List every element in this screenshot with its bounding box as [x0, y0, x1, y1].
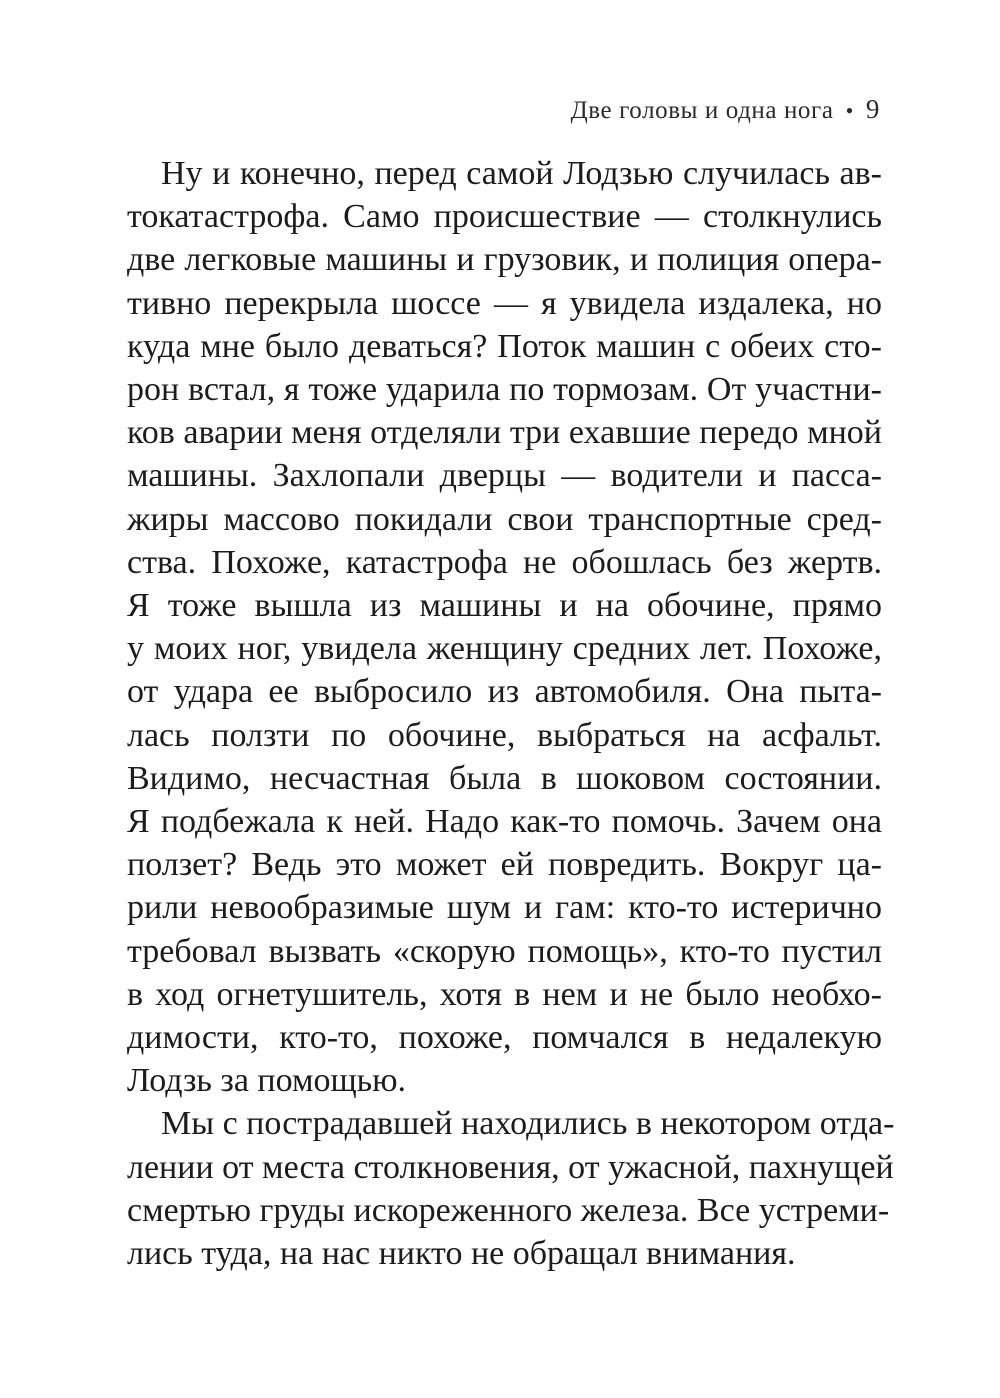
text-line: лись туда, на нас никто не обращал внимания. — [127, 1235, 796, 1273]
text-line: Ну и конечно, перед самой Лодзью случилась ав- — [161, 155, 882, 192]
text-line: лении от места столкновения, от ужасной, пахнущей — [127, 1148, 894, 1186]
text-line: Видимо, несчастная была в шоковом состоянии. — [127, 759, 882, 797]
text-line: димости, кто-то, похоже, помчался в недалекую — [127, 1019, 882, 1057]
running-head — [571, 94, 880, 125]
text-line: токатастрофа. Само происшествие — столкнулись — [127, 198, 882, 236]
text-line: в ход огнетушитель, хотя в нем и не было необхо- — [127, 975, 882, 1013]
text-line: требовал вызвать «скорую помощь», кто-то пустил — [127, 932, 882, 970]
text-block — [127, 152, 895, 1275]
text-line: от удара ее выбросило из автомобиля. Она пыта- — [127, 673, 882, 711]
text-line: у моих ног, увидела женщину средних лет. Похоже, — [127, 630, 882, 668]
text-line: рон встал, я тоже ударила по тормозам. От участни- — [127, 371, 882, 409]
page-number: 9 — [865, 94, 880, 124]
text-line: Я подбежала к ней. Надо как-то помочь. Зачем она — [127, 803, 882, 841]
text-line: лась ползти по обочине, выбраться на асфальт. — [127, 716, 882, 754]
text-line: жиры массово покидали свои транспортные сред- — [127, 500, 882, 538]
text-line: ползет? Ведь это может ей повредить. Вокруг ца- — [127, 846, 882, 884]
text-line: Я тоже вышла из машины и на обочине, прямо — [127, 587, 882, 625]
text-line: смертью груды искореженного железа. Все устреми- — [127, 1191, 890, 1229]
text-line: Лодзь за помощью. — [127, 1062, 407, 1100]
text-line: куда мне было деваться? Поток машин с обеих сто- — [127, 327, 882, 365]
text-line: две легковые машины и грузовик, и полиция опера- — [127, 241, 882, 279]
text-line: ства. Похоже, катастрофа не обошлась без жертв. — [127, 543, 882, 581]
bullet-separator: • — [845, 98, 854, 123]
text-line: Мы с пострадавшей находились в некотором отда- — [161, 1105, 895, 1143]
paragraph-2 — [127, 1102, 895, 1275]
text-line: ков аварии меня отделяли три ехавшие передо мной — [127, 414, 882, 452]
text-line: рили невообразимые шум и гам: кто-то истерично — [127, 889, 882, 927]
paragraph-1 — [127, 152, 882, 1102]
text-line: тивно перекрыла шоссе — я увидела издалека, но — [127, 284, 882, 322]
running-title: Две головы и одна нога — [570, 97, 834, 124]
text-line: машины. Захлопали дверцы — водители и пасса- — [127, 457, 882, 495]
